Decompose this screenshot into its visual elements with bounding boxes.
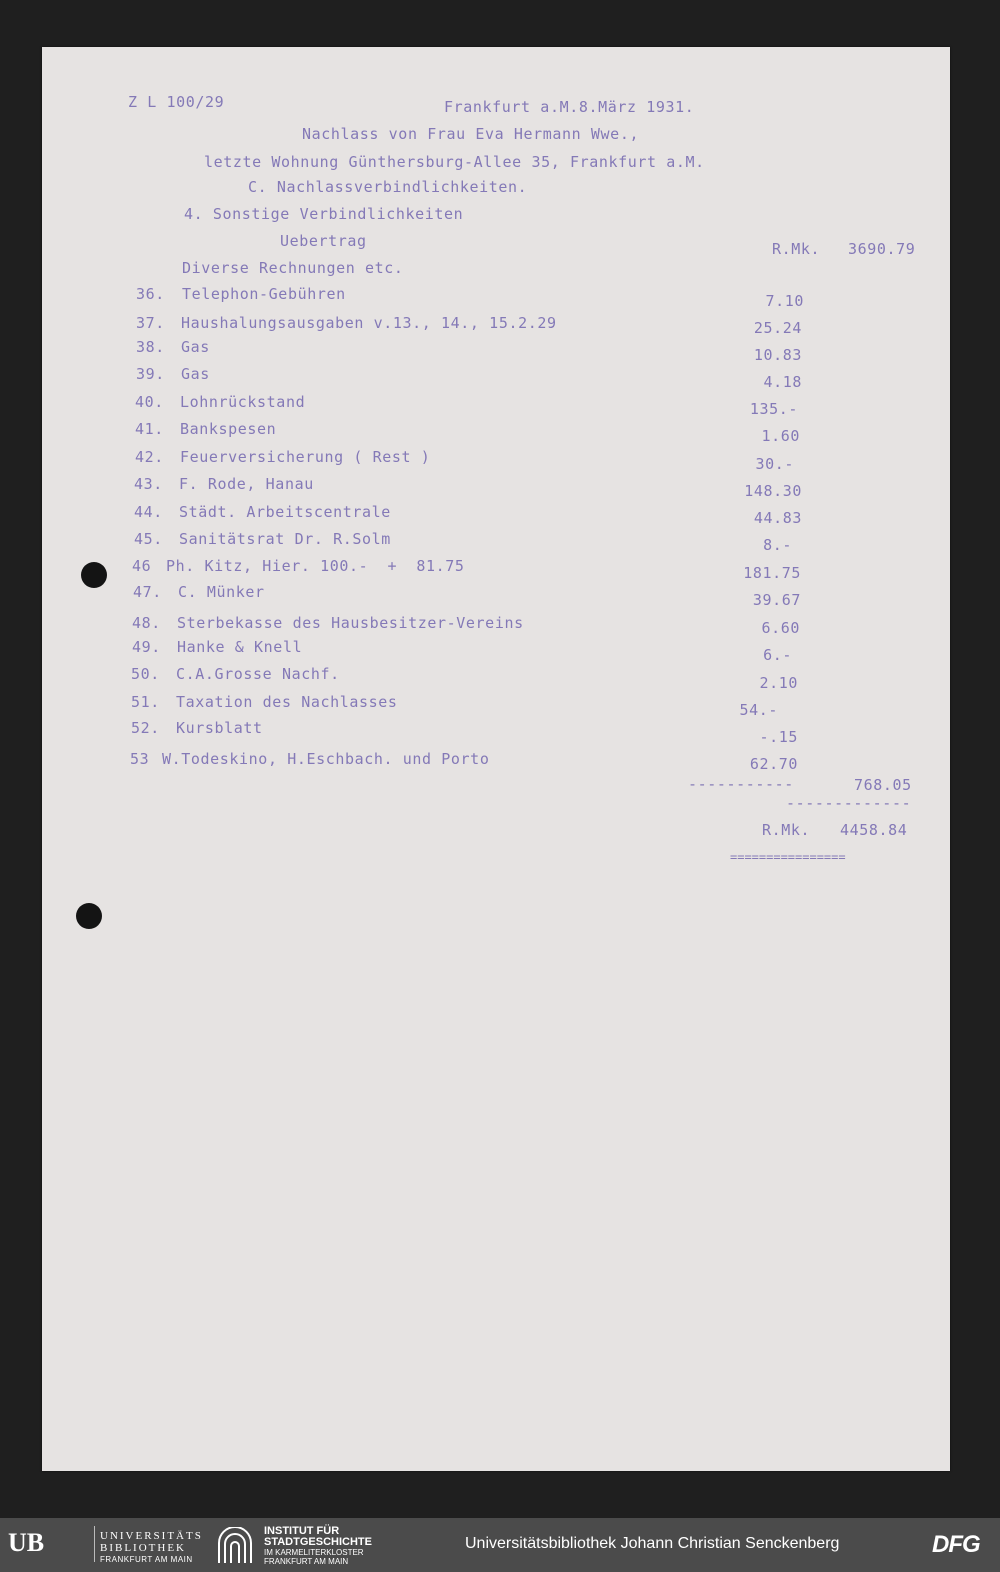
ifs-line-2: STADTGESCHICHTE	[264, 1536, 372, 1548]
item-description: Gas	[181, 338, 210, 356]
item-amount: 2.10	[759, 674, 798, 692]
item-amount: 54.-	[739, 701, 778, 719]
item-amount: 25.24	[753, 319, 802, 337]
item-description: Gas	[181, 365, 210, 383]
title-line-1: Nachlass von Frau Eva Hermann Wwe.,	[302, 125, 640, 143]
item-amount: 6.-	[763, 646, 792, 664]
ub-logo[interactable]: UB	[8, 1528, 45, 1557]
item-amount: 4.18	[763, 373, 802, 391]
item-amount: 8.-	[763, 536, 792, 554]
item-description: W.Todeskino, H.Eschbach. und Porto	[162, 750, 490, 768]
ub-logo-text	[100, 1530, 203, 1566]
total-double-rule: ================	[730, 850, 846, 864]
item-description: Telephon-Gebühren	[182, 285, 346, 303]
item-amount: 135.-	[749, 400, 798, 418]
item-number: 38.	[136, 338, 165, 356]
ub-line-1: UNIVERSITÄTS	[100, 1530, 203, 1542]
reference-number: Z L 100/29	[128, 93, 225, 111]
item-amount: 10.83	[753, 346, 802, 364]
item-amount: 1.60	[761, 427, 800, 445]
item-number: 47.	[133, 583, 162, 601]
item-number: 40.	[135, 393, 164, 411]
item-number: 50.	[131, 665, 160, 683]
footer-bar	[0, 1518, 1000, 1572]
item-number: 53	[130, 750, 150, 768]
item-number: 44.	[134, 503, 163, 521]
item-description: C. Münker	[178, 583, 265, 601]
item-description: Ph. Kitz, Hier. 100.- + 81.75	[166, 557, 465, 575]
item-description: Städt. Arbeitscentrale	[179, 503, 391, 521]
item-amount: 7.10	[765, 292, 804, 310]
item-number: 52.	[131, 719, 160, 737]
subtotal-amount: 768.05	[854, 776, 912, 794]
total-amount: 4458.84	[840, 821, 908, 839]
institute-arch-icon	[216, 1527, 254, 1563]
item-number: 41.	[135, 420, 164, 438]
item-description: Sterbekasse des Hausbesitzer-Vereins	[177, 614, 524, 632]
item-amount: 181.75	[743, 564, 801, 582]
ub-line-3: FRANKFURT AM MAIN	[100, 1555, 193, 1564]
item-description: Lohnrückstand	[180, 393, 306, 411]
ifs-line-1: INSTITUT FÜR	[264, 1525, 340, 1537]
item-description: F. Rode, Hanau	[179, 475, 314, 493]
ub-line-2: BIBLIOTHEK	[100, 1542, 186, 1554]
item-number: 36.	[136, 285, 165, 303]
total-currency: R.Mk.	[762, 821, 811, 839]
item-number: 39.	[136, 365, 165, 383]
punch-hole-bottom	[76, 903, 102, 929]
carryover-currency: R.Mk.	[772, 240, 821, 258]
subtotal-rule: -------------	[786, 794, 912, 812]
dfg-logo[interactable]: DFG	[932, 1531, 980, 1558]
item-description: Feuerversicherung ( Rest )	[180, 448, 431, 466]
place-date: Frankfurt a.M.8.März 1931.	[444, 98, 695, 116]
institute-logo-text[interactable]	[264, 1526, 372, 1566]
item-number: 43.	[134, 475, 163, 493]
section-heading: C. Nachlassverbindlichkeiten.	[248, 178, 528, 196]
ifs-line-3: IM KARMELITERKLOSTER	[264, 1548, 364, 1557]
punch-hole-top	[81, 562, 107, 588]
item-amount: 44.83	[753, 509, 802, 527]
carryover-amount: 3690.79	[848, 240, 916, 258]
item-number: 48.	[132, 614, 161, 632]
item-description: Taxation des Nachlasses	[176, 693, 398, 711]
item-description: Kursblatt	[176, 719, 263, 737]
items-rule: -----------	[688, 775, 794, 793]
item-number: 51.	[131, 693, 160, 711]
subsection-heading: 4. Sonstige Verbindlichkeiten	[184, 205, 464, 223]
document-page	[42, 47, 950, 1471]
ub-logo-divider	[94, 1526, 95, 1562]
item-number: 37.	[136, 314, 165, 332]
item-amount: 6.60	[761, 619, 800, 637]
item-number: 45.	[134, 530, 163, 548]
item-description: Haushalungsausgaben v.13., 14., 15.2.29	[181, 314, 557, 332]
item-description: Sanitätsrat Dr. R.Solm	[179, 530, 391, 548]
item-description: Hanke & Knell	[177, 638, 303, 656]
title-line-2: letzte Wohnung Günthersburg-Allee 35, Frankfurt a.M.	[204, 153, 705, 171]
item-description: Bankspesen	[180, 420, 277, 438]
item-amount: -.15	[759, 728, 798, 746]
item-number: 49.	[132, 638, 161, 656]
list-heading: Diverse Rechnungen etc.	[182, 259, 404, 277]
carryover-label: Uebertrag	[280, 232, 367, 250]
item-number: 46	[132, 557, 152, 575]
item-amount: 30.-	[755, 455, 794, 473]
ifs-line-4: FRANKFURT AM MAIN	[264, 1557, 349, 1566]
item-amount: 148.30	[744, 482, 802, 500]
library-name: Universitätsbibliothek Johann Christian Senckenberg	[465, 1535, 840, 1552]
item-description: C.A.Grosse Nachf.	[176, 665, 340, 683]
item-number: 42.	[135, 448, 164, 466]
item-amount: 39.67	[752, 591, 801, 609]
item-amount: 62.70	[749, 755, 798, 773]
